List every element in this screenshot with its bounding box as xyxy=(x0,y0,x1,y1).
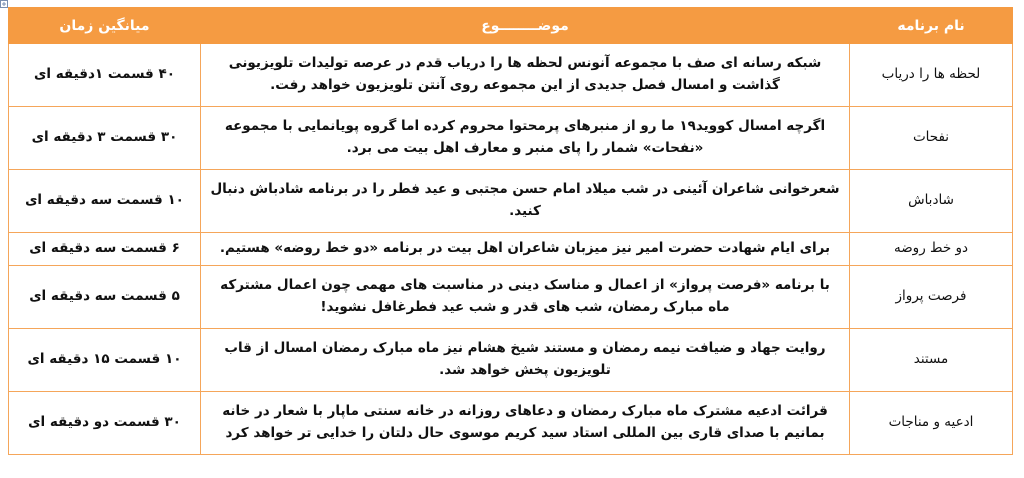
topic-cell: اگرچه امسال کووید۱۹ ما رو از منبرهای پرمحتوا محروم کرده اما گروه پویانمایی با مجموعه «نفحات» شمار را پای منبر و معارف اهل بیت می برد. xyxy=(201,107,850,170)
duration-cell: ۳۰ قسمت دو دقیقه ای xyxy=(9,392,201,455)
program-name-cell: لحظه ها را دریاب xyxy=(850,44,1013,107)
table-row xyxy=(9,107,1013,170)
table-row xyxy=(9,233,1013,266)
duration-cell: ۴۰ قسمت ۱دقیقه ای xyxy=(9,44,201,107)
topic-cell: برای ایام شهادت حضرت امیر نیز میزبان شاعران اهل بیت در برنامه «دو خط روضه» هستیم. xyxy=(201,233,850,266)
header-program-name: نام برنامه xyxy=(850,8,1013,44)
table-row xyxy=(9,392,1013,455)
program-name-cell: نفحات xyxy=(850,107,1013,170)
duration-cell: ۱۰ قسمت ۱۵ دقیقه ای xyxy=(9,329,201,392)
table-row xyxy=(9,44,1013,107)
duration-cell: ۱۰ قسمت سه دقیقه ای xyxy=(9,170,201,233)
topic-cell: با برنامه «فرصت پرواز» از اعمال و مناسک دینی در مناسبت های مهمی چون اعمال مشترکه ماه مبارک رمضان، شب های قدر و شب عید فطرغافل نشوید! xyxy=(201,266,850,329)
table-row xyxy=(9,170,1013,233)
duration-cell: ۶ قسمت سه دقیقه ای xyxy=(9,233,201,266)
topic-cell: شبکه رسانه ای صف با مجموعه آنونس لحظه ها را دریاب قدم در عرصه تولیدات تلویزیونی گذاشت و امسال فصل جدیدی از این مجموعه روی آنتن تلویزیون خواهد رفت. xyxy=(201,44,850,107)
table-row xyxy=(9,329,1013,392)
program-name-cell: مستند xyxy=(850,329,1013,392)
table-row xyxy=(9,266,1013,329)
program-name-cell: فرصت پرواز xyxy=(850,266,1013,329)
topic-cell: روایت جهاد و ضیافت نیمه رمضان و مستند شیخ هشام نیز ماه مبارک رمضان امسال از قاب تلویزیون پخش خواهد شد. xyxy=(201,329,850,392)
program-name-cell: ادعیه و مناجات xyxy=(850,392,1013,455)
table-anchor-icon xyxy=(0,0,8,8)
header-topic: موضــــــــوع xyxy=(201,8,850,44)
topic-cell: قرائت ادعیه مشترک ماه مبارک رمضان و دعاهای روزانه در خانه سنتی ماپار با شعار در خانه بمانیم با صدای قاری بین المللی استاد سید کریم موسوی حال دلتان را خدایی تر خواهد کرد xyxy=(201,392,850,455)
program-table-container xyxy=(8,7,1012,468)
duration-cell: ۵ قسمت سه دقیقه ای xyxy=(9,266,201,329)
program-table xyxy=(8,7,1013,455)
topic-cell: شعرخوانی شاعران آئینی در شب میلاد امام حسن مجتبی و عید فطر را در برنامه شادباش دنبال کنید. xyxy=(201,170,850,233)
table-header-row xyxy=(9,8,1013,44)
program-name-cell: دو خط روضه xyxy=(850,233,1013,266)
program-name-cell: شادباش xyxy=(850,170,1013,233)
duration-cell: ۳۰ قسمت ۳ دقیقه ای xyxy=(9,107,201,170)
header-average-duration: میانگین زمان xyxy=(9,8,201,44)
